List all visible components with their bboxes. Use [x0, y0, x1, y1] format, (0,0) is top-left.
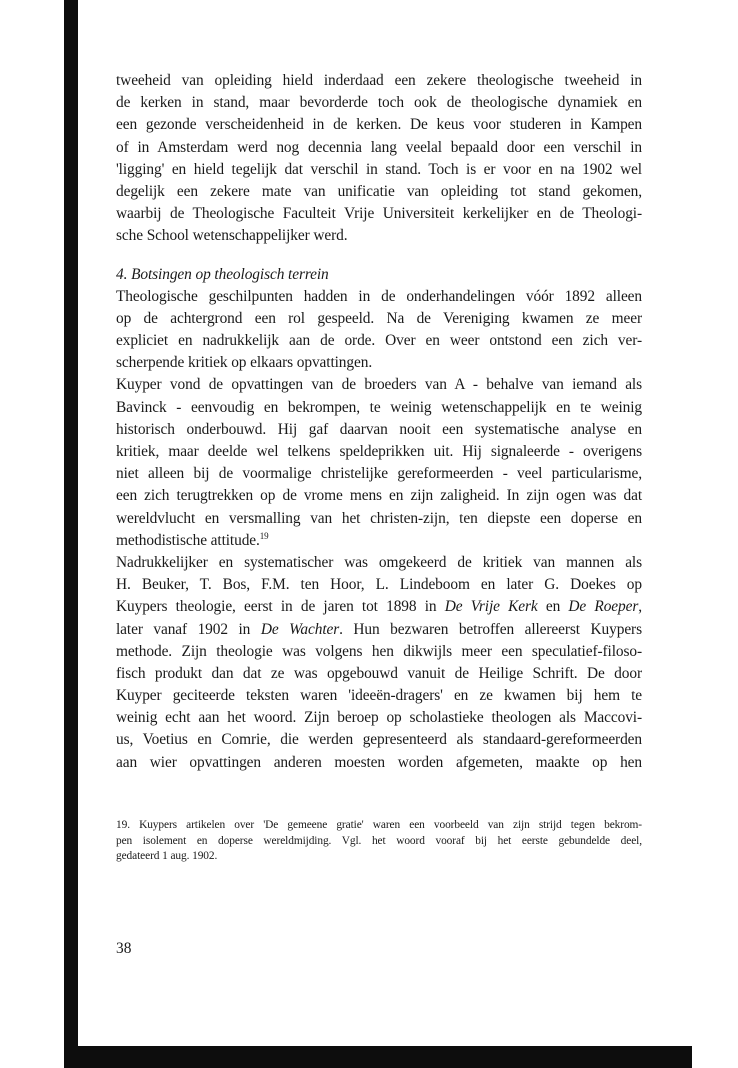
text-span: en	[537, 598, 569, 616]
text-span: ,	[638, 598, 643, 616]
text-line: de kerken in stand, maar bevorderde toch ook de theologische dynamiek en	[116, 94, 642, 112]
text-line: scherpende kritiek op elkaars opvattingen.	[116, 354, 373, 372]
scan-border-left	[64, 0, 78, 1054]
text-span: . Hun bezwaren betroffen allereerst Kuypers	[339, 620, 642, 638]
text-span: later vanaf 1902 in	[116, 620, 261, 638]
text-line: historisch onderbouwd. Hij gaf daarvan nooit een systematische analyse en	[116, 420, 642, 438]
text-line: Kuyper vond de opvattingen van de broeders van A - behalve van iemand als	[116, 376, 642, 394]
footnote	[116, 818, 642, 865]
text-line: niet alleen bij de voormalige christelijke gereformeerden - veel particularisme,	[116, 465, 642, 483]
text-line: een zich terugtrekken op de vrome mens en zijn zaligheid. In zijn ogen was dat	[116, 487, 642, 505]
page-number: 38	[116, 940, 132, 957]
text-line: kritiek, maar deelde wel telkens speldeprikken uit. Hij signaleerde - overigens	[116, 443, 642, 460]
text-line: Theologische geschilpunten hadden in de onderhandelingen vóór 1892 alleen	[116, 287, 642, 305]
text-line: of in Amsterdam werd nog decennia lang veelal bepaald door een verschil in	[116, 138, 642, 156]
text-line: H. Beuker, T. Bos, F.M. ten Hoor, L. Lindeboom en later G. Doekes op	[116, 576, 642, 594]
text-line: 'ligging' en hield tegelijk dat verschil in stand. Toch is er voor en na 1902 wel	[116, 160, 642, 178]
text-span: Kuypers theologie, eerst in de jaren tot 1898 in	[116, 598, 445, 616]
scan-border-bottom	[64, 1046, 692, 1068]
text-line: wereldvlucht en versmalling van het christen-zijn, ten diepste een doperse en	[116, 509, 642, 527]
periodical-title: De Wachter	[260, 620, 340, 638]
footnote-line: gedateerd 1 aug. 1902.	[116, 850, 218, 862]
paragraph-1	[116, 70, 642, 248]
footnote-line: 19. Kuypers artikelen over 'De gemeene gratie' waren een voorbeeld van zijn strijd tegen bekrom-	[116, 819, 642, 831]
text-line: methode. Zijn theologie was volgens hen dikwijls meer een speculatief-filoso-	[116, 642, 642, 660]
text-line	[116, 530, 642, 552]
text-line: Bavinck - eenvoudig en bekrompen, te weinig wetenschappelijk en te weinig	[116, 398, 642, 416]
footnote-line: pen isolement en doperse wereldmijding. Vgl. het woord vooraf bij het eerste gebundelde deel,	[116, 834, 642, 847]
text-line: Kuyper geciteerde teksten waren 'ideeën-dragers' en ze kwamen bij hem te	[116, 687, 642, 705]
text-line: weinig echt aan het woord. Zijn beroep op scholastieke theologen als Maccovi-	[116, 709, 642, 727]
text-line: Nadrukkelijker en systematischer was omgekeerd de kritiek van mannen als	[116, 553, 642, 571]
text-line: expliciet en nadrukkelijk aan de orde. Over en weer ontstond een zich ver-	[116, 332, 642, 350]
text-line: fisch produkt dan dat ze was opgebouwd vanuit de Heilige Schrift. De door	[116, 664, 642, 682]
periodical-title: De Vrije Kerk	[444, 598, 538, 616]
text-line: aan wier opvattingen anderen moesten worden afgemeten, maakte op hen	[116, 753, 642, 771]
section-heading: 4. Botsingen op theologisch terrein	[116, 265, 329, 283]
paragraph-4	[116, 552, 642, 774]
footnote-reference[interactable]: 19	[259, 530, 269, 541]
periodical-title: De Roeper	[568, 598, 639, 616]
text-span: methodistische attitude.	[116, 531, 260, 549]
paragraph-3	[116, 374, 642, 552]
text-line: waarbij de Theologische Faculteit Vrije Universiteit kerkelijker en de Theologi-	[116, 205, 642, 223]
text-line	[116, 596, 642, 618]
page-body	[116, 70, 642, 774]
text-line	[116, 619, 642, 641]
text-line: een gezonde verscheidenheid in de kerken. De keus voor studeren in Kampen	[116, 116, 642, 134]
text-line: sche School wetenschappelijker werd.	[116, 227, 348, 245]
text-line: op de achtergrond een rol gespeeld. Na de Vereniging kwamen ze meer	[116, 309, 642, 327]
text-line: tweeheid van opleiding hield inderdaad een zekere theologische tweeheid in	[116, 72, 642, 89]
paragraph-2	[116, 286, 642, 375]
text-line: degelijk een zekere mate van unificatie van opleiding tot stand gekomen,	[116, 182, 642, 200]
text-line: us, Voetius en Comrie, die werden gepresenteerd als standaard-gereformeerden	[116, 731, 642, 749]
